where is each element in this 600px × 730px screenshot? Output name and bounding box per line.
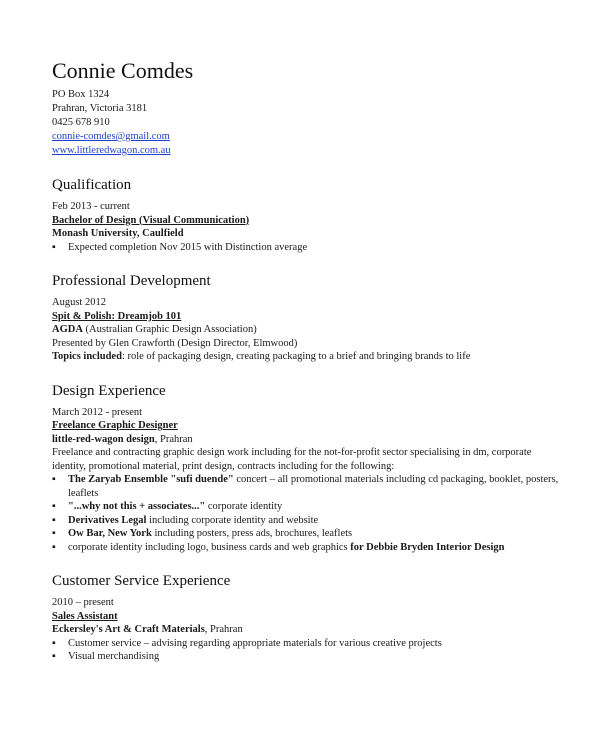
list-item: ▪ Derivatives Legal including corporate identity and website: [52, 514, 319, 526]
topics: Topics included: role of packaging design, creating packaging to a brief and bringing brands to life: [52, 351, 471, 362]
qualification-date: Feb 2013 - current: [52, 201, 130, 212]
bullet-icon: ▪: [52, 514, 56, 526]
section-customer-service: [52, 572, 560, 664]
list-item: ▪ Expected completion Nov 2015 with Distinction average: [52, 241, 308, 253]
list-item: ▪ The Zaryab Ensemble "sufi duende" concert – all promotional materials including cd packaging, booklet, posters, leaflets: [52, 474, 559, 499]
phone: 0425 678 910: [52, 117, 110, 128]
bullet-icon: ▪: [52, 637, 56, 649]
section-design-experience: [52, 382, 560, 555]
cs-bullets: [52, 637, 560, 664]
cs-date: 2010 – present: [52, 597, 114, 608]
pd-date: August 2012: [52, 297, 106, 308]
section-professional-development: [52, 272, 560, 364]
course-title: Spit & Polish: Dreamjob 101: [52, 310, 182, 322]
list-item: ▪ "...why not this + associates..." corporate identity: [52, 501, 283, 512]
cs-role: Sales Assistant: [52, 610, 118, 622]
design-description: Freelance and contracting graphic design work including for the not-for-profit sector specialising in dm, corporate identity, promotional material, print design, contracts including for the following:: [52, 447, 532, 472]
contact-block: [52, 88, 560, 158]
section-qualification: [52, 176, 560, 254]
candidate-name: Connie Comdes: [52, 58, 194, 83]
section-heading: Customer Service Experience: [52, 573, 231, 589]
section-heading: Design Experience: [52, 382, 166, 399]
bullet-icon: ▪: [52, 474, 56, 485]
website-link[interactable]: www.littleredwagon.com.au: [52, 145, 171, 156]
organisation: AGDA (Australian Graphic Design Association): [52, 324, 257, 335]
section-heading: Qualification: [52, 177, 132, 193]
presenter: Presented by Glen Crawforth (Design Director, Elmwood): [52, 337, 298, 349]
section-heading: Professional Development: [52, 273, 211, 289]
address: Prahran, Victoria 3181: [52, 103, 148, 114]
email-link[interactable]: connie-comdes@gmail.com: [52, 131, 170, 142]
institution: Monash University, Caulfield: [52, 228, 184, 239]
design-bullets: [52, 473, 560, 554]
cs-company: Eckersley's Art & Craft Materials, Prahran: [52, 624, 243, 635]
design-role: Freelance Graphic Designer: [52, 420, 178, 431]
list-item: ▪ corporate identity including logo, business cards and web graphics for Debbie Bryden Interior Design: [52, 541, 505, 553]
design-company: little-red-wagon design, Prahran: [52, 433, 193, 445]
list-item: ▪ Customer service – advising regarding appropriate materials for various creative projects: [52, 637, 442, 649]
po-box: PO Box 1324: [52, 89, 110, 100]
design-date: March 2012 - present: [52, 406, 143, 418]
bullet-icon: ▪: [52, 541, 56, 553]
bullet-icon: ▪: [52, 241, 56, 253]
bullet-icon: ▪: [52, 528, 56, 539]
qualification-bullets: [52, 241, 560, 255]
bullet-icon: ▪: [52, 651, 56, 662]
degree-title: Bachelor of Design (Visual Communication): [52, 214, 250, 226]
list-item: ▪ Ow Bar, New York including posters, press ads, brochures, leaflets: [52, 528, 353, 539]
list-item: ▪ Visual merchandising: [52, 651, 160, 662]
bullet-icon: ▪: [52, 501, 56, 512]
